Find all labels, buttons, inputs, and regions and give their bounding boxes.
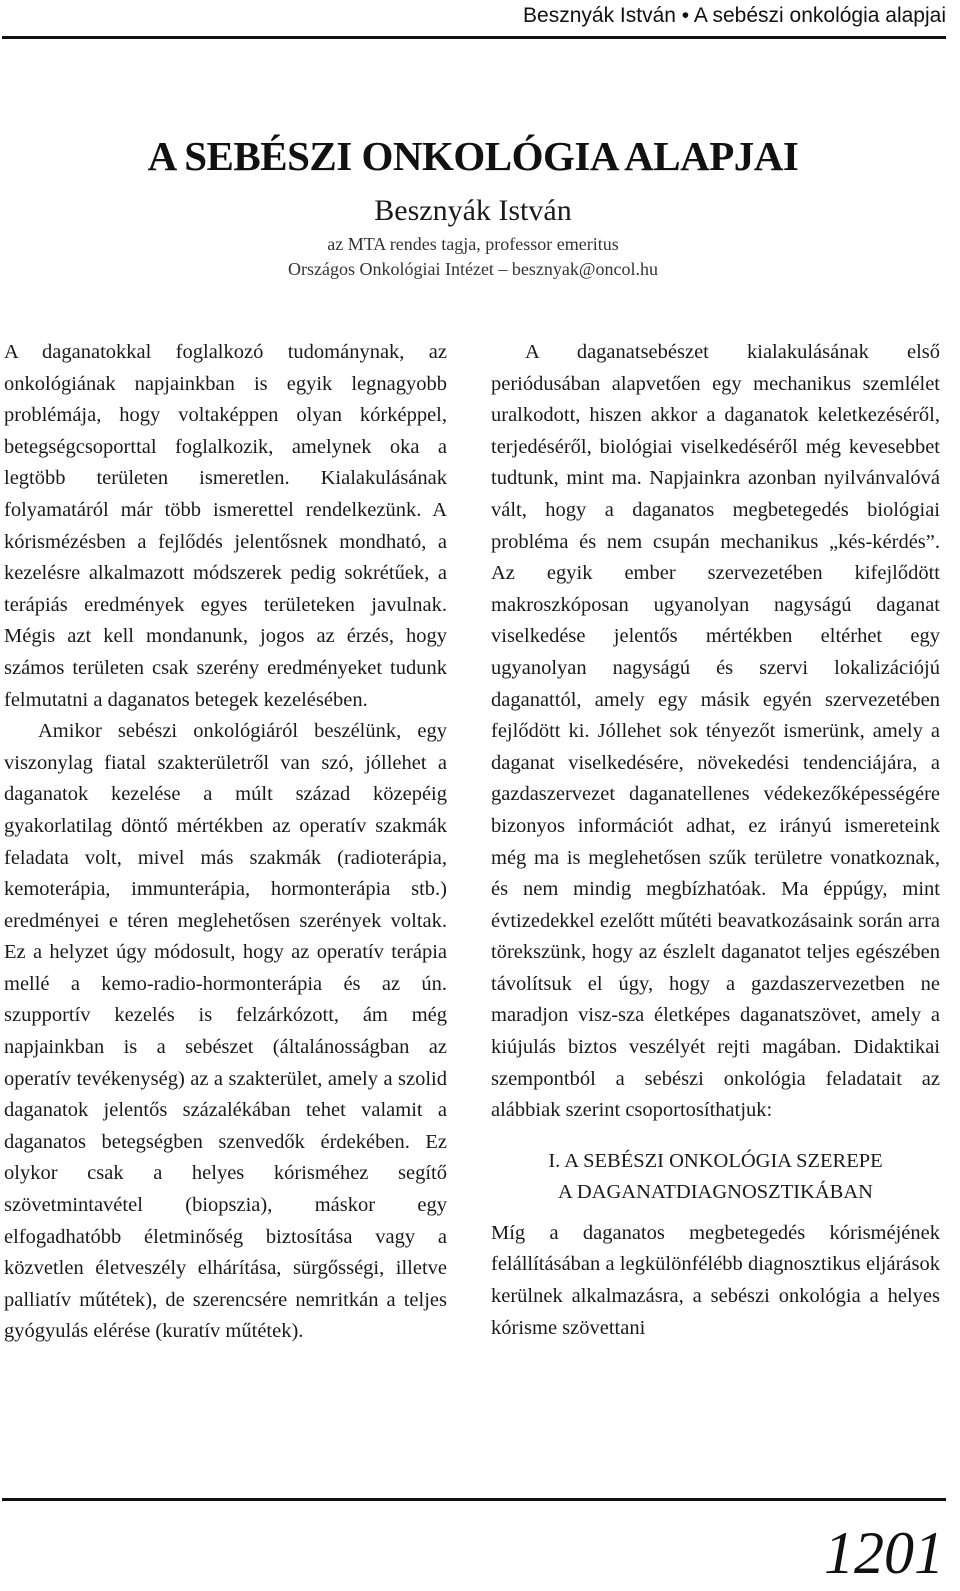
- footer-rule: [2, 1498, 946, 1501]
- body-paragraph: A daganatokkal foglalkozó tudománynak, az onkológiának napjainkban is egyik legnagyobb problémája, hogy voltaképpen olyan kórképpel, betegségcsoporttal foglalkozik, amelynek oka a legtöbb területen ismeretlen. Kialakulásának folyamatáról már több ismerettel rendelkezünk. A kórismézésben a fejlődés jelentősnek mondható, a kezelésre alkalmazott módszerek pedig sokrétűek, a terápiás eredmények egyes területeken javulnak. Mégis azt kell mondanunk, jogos az érzés, hogy számos területen csak szerény eredményeket tudunk felmutatni a daganatos betegek kezelésében.: [4, 341, 447, 711]
- body-paragraph: Amikor sebészi onkológiáról beszélünk, egy viszonylag fiatal szakterületről van szó, jóllehet a daganatok kezelése a múlt század közepéig gyakorlatilag döntő mértékben az operatív szakmák feladata volt, mivel más szakmák (radioterápia, kemoterápia, immunterápia, hormonterápia stb.) eredményei e téren meglehetősen szerények voltak. Ez a helyzet úgy módosult, hogy az operatív terápia mellé a kemo-radio-hormonterápia és az ún. szupportív kezelés is felzárkózott, ám még napjainkban is a sebészet (általánosságban az operatív tevékenység) az a szakterület, amely a szolid daganatok jelentős százalékában tehet valamit a daganatos betegségben szenvedők érdekében. Ez olykor csak a helyes kórisméhez segítő szövetmintavétel (biopszia), máskor egy elfogadhatóbb életminőség biztosítása vagy a közvetlen életveszély elhárítása, sürgősségi, illetve palliatív műtétek), de szerencsére nemritkán a teljes gyógyulás elérése (kuratív műtétek).: [4, 720, 447, 1343]
- section-heading-line: I. A SEBÉSZI ONKOLÓGIA SZEREPE: [548, 1149, 883, 1172]
- article-title: A SEBÉSZI ONKOLÓGIA ALAPJAI: [147, 133, 799, 179]
- header-rule: [2, 36, 946, 39]
- section-heading: [491, 1146, 940, 1208]
- body-paragraph: A daganatsebészet kialakulásának első periódusában alapvetően egy mechanikus szemlélet uralkodott, hiszen akkor a daganatok keletkezéséről, terjedéséről, biológiai viselkedéséről még kevesebbet tudtunk, mint ma. Napjainkra azonban nyilvánvalóvá vált, hogy a daganatos megbetegedés biológiai probléma és nem csupán mechanikus „kés-kérdés”. Az egyik ember szervezetében kifejlődött makroszkóposan ugyanolyan nagyságú daganat viselkedése jelentős mértékben eltérhet egy ugyanolyan nagyságú és szervi lokalizációjú daganattól, amely egy másik egyén szervezetében fejlődött ki. Jóllehet sok tényezőt ismerünk, amely a daganat viselkedésére, növekedési tendenciájára, a gazdaszervezet daganatellenes védekezőképességére bizonyos információt adhat, ez irányú ismereteink még ma is meglehetősen szűk területre vonatkoznak, és nem mindig megbízhatóak. Ma éppúgy, mint évtizedekkel ezelőtt műtéti beavatkozásaink során arra törekszünk, hogy az észlelt daganatot teljes egészében távolítsuk el úgy, hogy a gazdaszervezetben ne maradjon visz-sza életképes daganatszövet, amely a kiújulás biztos veszélyét rejti magában. Didaktikai szempontból a sebészi onkológia feladatait az alábbiak szerint csoportosíthatjuk:: [491, 341, 940, 1122]
- author-affiliation-academy: az MTA rendes tagja, professor emeritus: [327, 234, 619, 254]
- body-paragraph: Míg a daganatos megbetegedés kórisméjének felállításában a legkülönfélébb diagnosztikus eljárások kerülnek alkalmazásra, a sebészi onkológia a helyes kórisme szövettani: [491, 1221, 940, 1339]
- left-text-column: [4, 337, 447, 1348]
- author-name: Besznyák István: [374, 194, 572, 227]
- running-head: Besznyák István • A sebészi onkológia alapjai: [523, 4, 946, 27]
- right-text-column: [491, 337, 940, 1344]
- page-number: 1201: [824, 1520, 944, 1586]
- section-heading-line: A DAGANATDIAGNOSZTIKÁBAN: [558, 1180, 873, 1203]
- author-affiliation-institute: Országos Onkológiai Intézet – besznyak@oncol.hu: [288, 259, 658, 279]
